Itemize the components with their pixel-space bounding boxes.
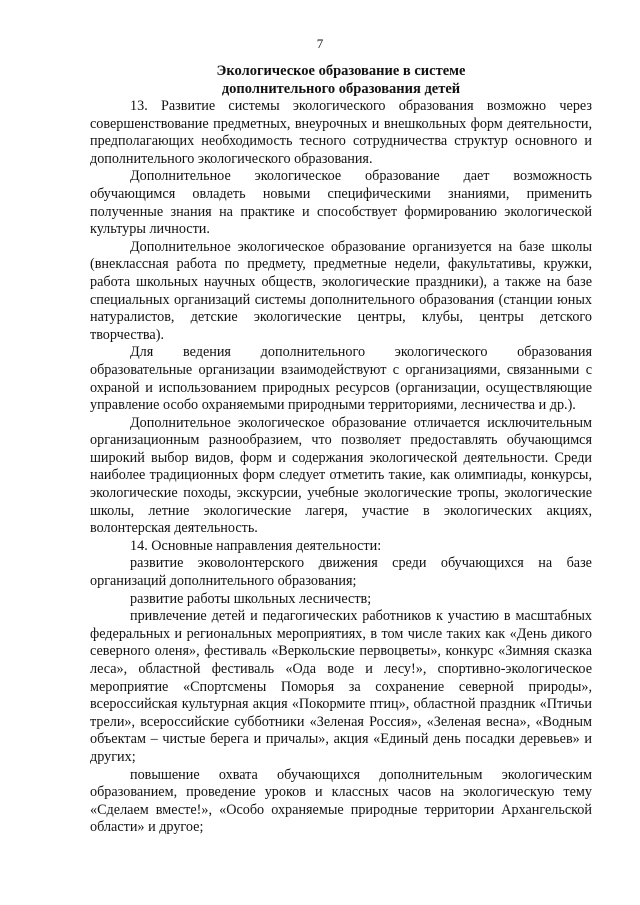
paragraph: Дополнительное экологическое образование дает возможность обучающимся овладеть новыми специфическими знаниями, применить полученные знания на практике и способствует формированию экологической культуры личности. [90,168,592,238]
list-item: развитие эковолонтерского движения среди обучающихся на базе организаций дополнительного образования; [90,555,592,590]
section-heading-line-2: дополнительного образования детей [221,81,461,97]
list-item: развитие работы школьных лесничеств; [130,590,372,607]
section-heading-line-1: Экологическое образование в системе [216,63,466,79]
document-body [90,98,592,837]
list-item: привлечение детей и педагогических работников к участию в масштабных федеральных и региональных мероприятиях, в том числе таких как «День дикого северного оленя», фестиваль «Веркольские первоцветы», конкурс «Зимняя сказка леса», областной фестиваль «Ода воде и лесу!», спортивно-экологическое мероприятие «Спортсмены Поморья за сохранение северной природы», всероссийская культурная акция «Покормите птиц», областной праздник «Птичьи трели», всероссийские субботники «Зеленая Россия», «Зеленая весна», «Водным объектам – чистые берега и причалы», акция «Единый день посадки деревьев» и других; [90,608,592,765]
page-number: 7 [316,36,324,51]
paragraph: 14. Основные направления деятельности: [130,537,382,554]
paragraph: 13. Развитие системы экологического образования возможно через совершенствование предметных, внеурочных и внешкольных форм деятельности, предполагающих необходимость тесного сотрудничества структур основного и дополнительного экологического образования. [90,98,592,167]
paragraph: Дополнительное экологическое образование отличается исключительным организационным разнообразием, что позволяет предоставлять обучающимся широкий выбор видов, форм и содержания экологической деятельности. Среди наиболее традиционных форм следует отметить такие, как олимпиады, конкурсы, экологические походы, экскурсии, учебные экологические тропы, экологические школы, летние экологические лагеря, участие в экологических акциях, волонтерская деятельность. [90,414,592,537]
paragraph: Для ведения дополнительного экологического образования образовательные организации взаимодействуют с организациями, связанными с охраной и использованием природных ресурсов (организации, осуществляющие управление особо охраняемыми природными территориями, лесничества и др.). [90,344,592,414]
paragraph: Дополнительное экологическое образование организуется на базе школы (внеклассная работа по предмету, предметные недели, факультативы, кружки, работа школьных научных обществ, экологические праздники), а также на базе специальных организаций системы дополнительного образования (станции юных натуралистов, детские экологические центры, клубы, центры детского творчества). [90,238,592,343]
section-heading [90,62,592,98]
list-item: повышение охвата обучающихся дополнительным экологическим образованием, проведение уроков и классных часов на экологическую тему «Сделаем вместе!», «Особо охраняемые природные территории Архангельской области» и другое; [90,766,592,836]
